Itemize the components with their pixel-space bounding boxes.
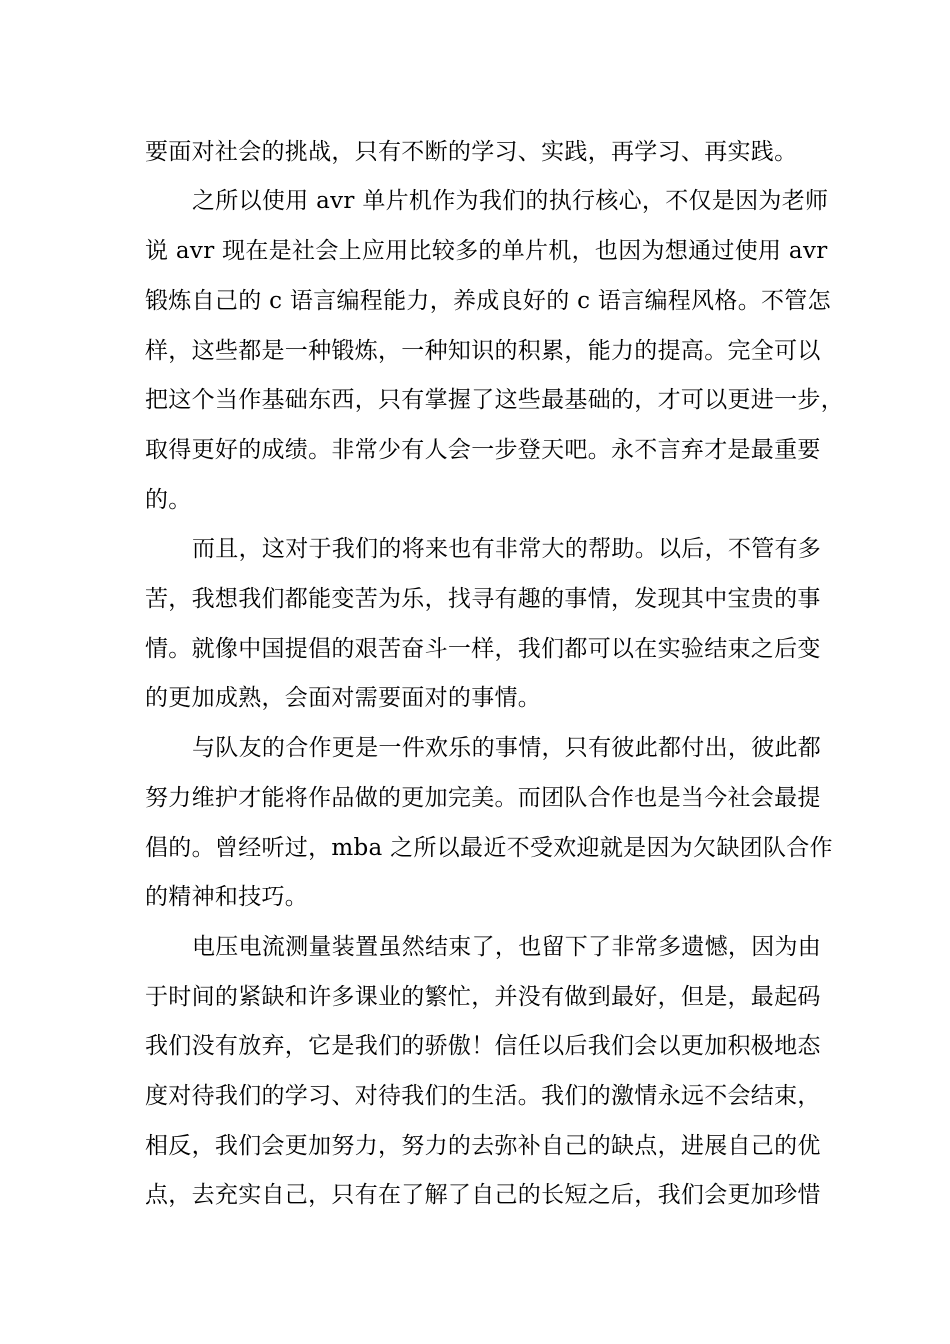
text-line: 取得更好的成绩。非常少有人会一步登天吧。永不言弃才是最重要: [145, 437, 821, 463]
text-line: 说 avr 现在是社会上应用比较多的单片机，也因为想通过使用 avr: [145, 238, 828, 264]
text-line: 努力维护才能将作品做的更加完美。而团队合作也是当今社会最提: [145, 785, 821, 811]
text-line: 要面对社会的挑战，只有不断的学习、实践，再学习、再实践。: [145, 139, 798, 165]
paragraph-start-line: 电压电流测量装置虽然结束了，也留下了非常多遗憾，因为由: [192, 934, 822, 960]
text-line: 的更加成熟，会面对需要面对的事情。: [145, 685, 542, 711]
paragraph-start-line: 而且，这对于我们的将来也有非常大的帮助。以后，不管有多: [192, 536, 822, 562]
text-line: 样，这些都是一种锻炼，一种知识的积累，能力的提高。完全可以: [145, 338, 821, 364]
paragraph-start-line: 与队友的合作更是一件欢乐的事情，只有彼此都付出，彼此都: [192, 735, 822, 761]
text-line: 把这个当作基础东西，只有掌握了这些最基础的，才可以更进一步，: [145, 387, 844, 413]
text-line: 我们没有放弃，它是我们的骄傲！信任以后我们会以更加积极地态: [145, 1033, 821, 1059]
text-line: 倡的。曾经听过，mba 之所以最近不受欢迎就是因为欠缺团队合作: [145, 835, 833, 861]
text-line: 苦，我想我们都能变苦为乐，找寻有趣的事情，发现其中宝贵的事: [145, 586, 821, 612]
text-line: 于时间的紧缺和许多课业的繁忙，并没有做到最好，但是，最起码: [145, 984, 821, 1010]
text-line: 点，去充实自己，只有在了解了自己的长短之后，我们会更加珍惜: [145, 1182, 821, 1208]
text-line: 度对待我们的学习、对待我们的生活。我们的激情永远不会结束，: [145, 1083, 821, 1109]
paragraph-start-line: 之所以使用 avr 单片机作为我们的执行核心，不仅是因为老师: [192, 188, 829, 214]
text-line: 锻炼自己的 c 语言编程能力，养成良好的 c 语言编程风格。不管怎: [145, 288, 831, 314]
text-line: 的精神和技巧。: [145, 884, 309, 910]
text-line: 的。: [145, 487, 192, 513]
text-line: 相反，我们会更加努力，努力的去弥补自己的缺点，进展自己的优: [145, 1133, 821, 1159]
text-line: 情。就像中国提倡的艰苦奋斗一样，我们都可以在实验结束之后变: [145, 636, 821, 662]
